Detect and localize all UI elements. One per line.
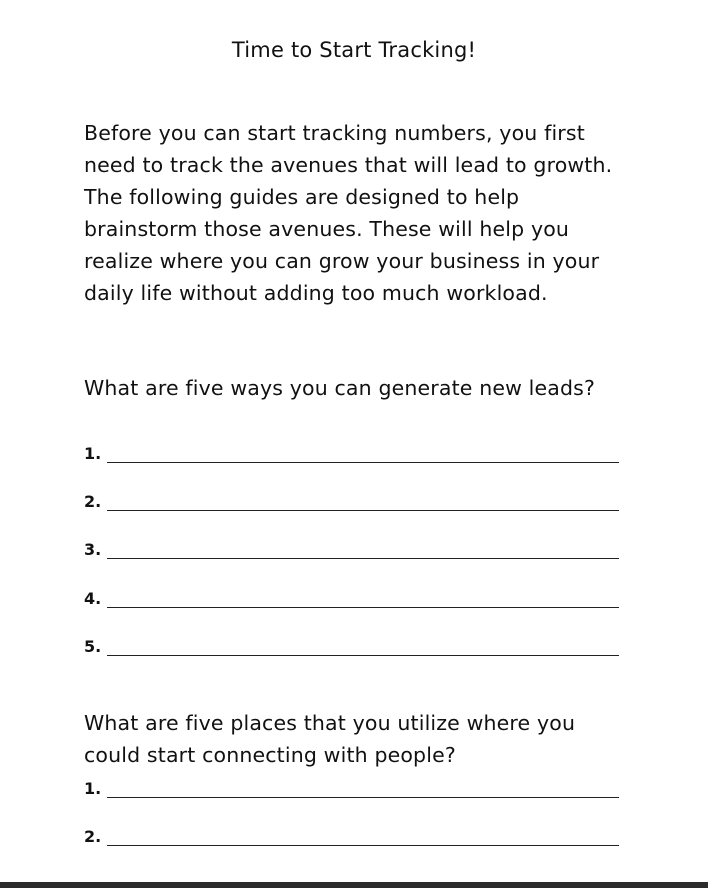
answer-number: 4. — [84, 589, 102, 608]
answer-number: 1. — [84, 444, 102, 463]
question-new-leads: What are five ways you can generate new leads? — [84, 376, 596, 400]
answer-number: 2. — [84, 827, 102, 846]
question-connecting-places: What are five places that you utilize where you could start connecting with people? — [84, 711, 576, 767]
answer-line-3[interactable] — [84, 540, 619, 562]
answer-number: 1. — [84, 779, 102, 798]
answer-number: 2. — [84, 492, 102, 511]
answer-underline — [107, 607, 619, 608]
answer-underline — [107, 510, 619, 511]
answer-underline — [107, 462, 619, 463]
page-title: Time to Start Tracking! — [231, 38, 477, 62]
answer-underline — [107, 655, 619, 656]
answer-line-1[interactable] — [84, 444, 619, 466]
answer-line-2[interactable] — [84, 827, 619, 849]
answer-line-5[interactable] — [84, 637, 619, 659]
answer-number: 3. — [84, 540, 102, 559]
answer-line-2[interactable] — [84, 492, 619, 514]
intro-paragraph: Before you can start tracking numbers, you first need to track the avenues that will lead to growth. The following guides are designed to help brainstorm those avenues. These will help you realize where you can grow your business in your daily life without adding too much workload. — [84, 121, 613, 305]
answer-number: 5. — [84, 637, 102, 656]
answer-underline — [107, 797, 619, 798]
answer-underline — [107, 845, 619, 846]
answer-underline — [107, 558, 619, 559]
answer-line-4[interactable] — [84, 589, 619, 611]
viewer-bottom-bar — [0, 882, 708, 888]
answer-line-1[interactable] — [84, 779, 619, 801]
